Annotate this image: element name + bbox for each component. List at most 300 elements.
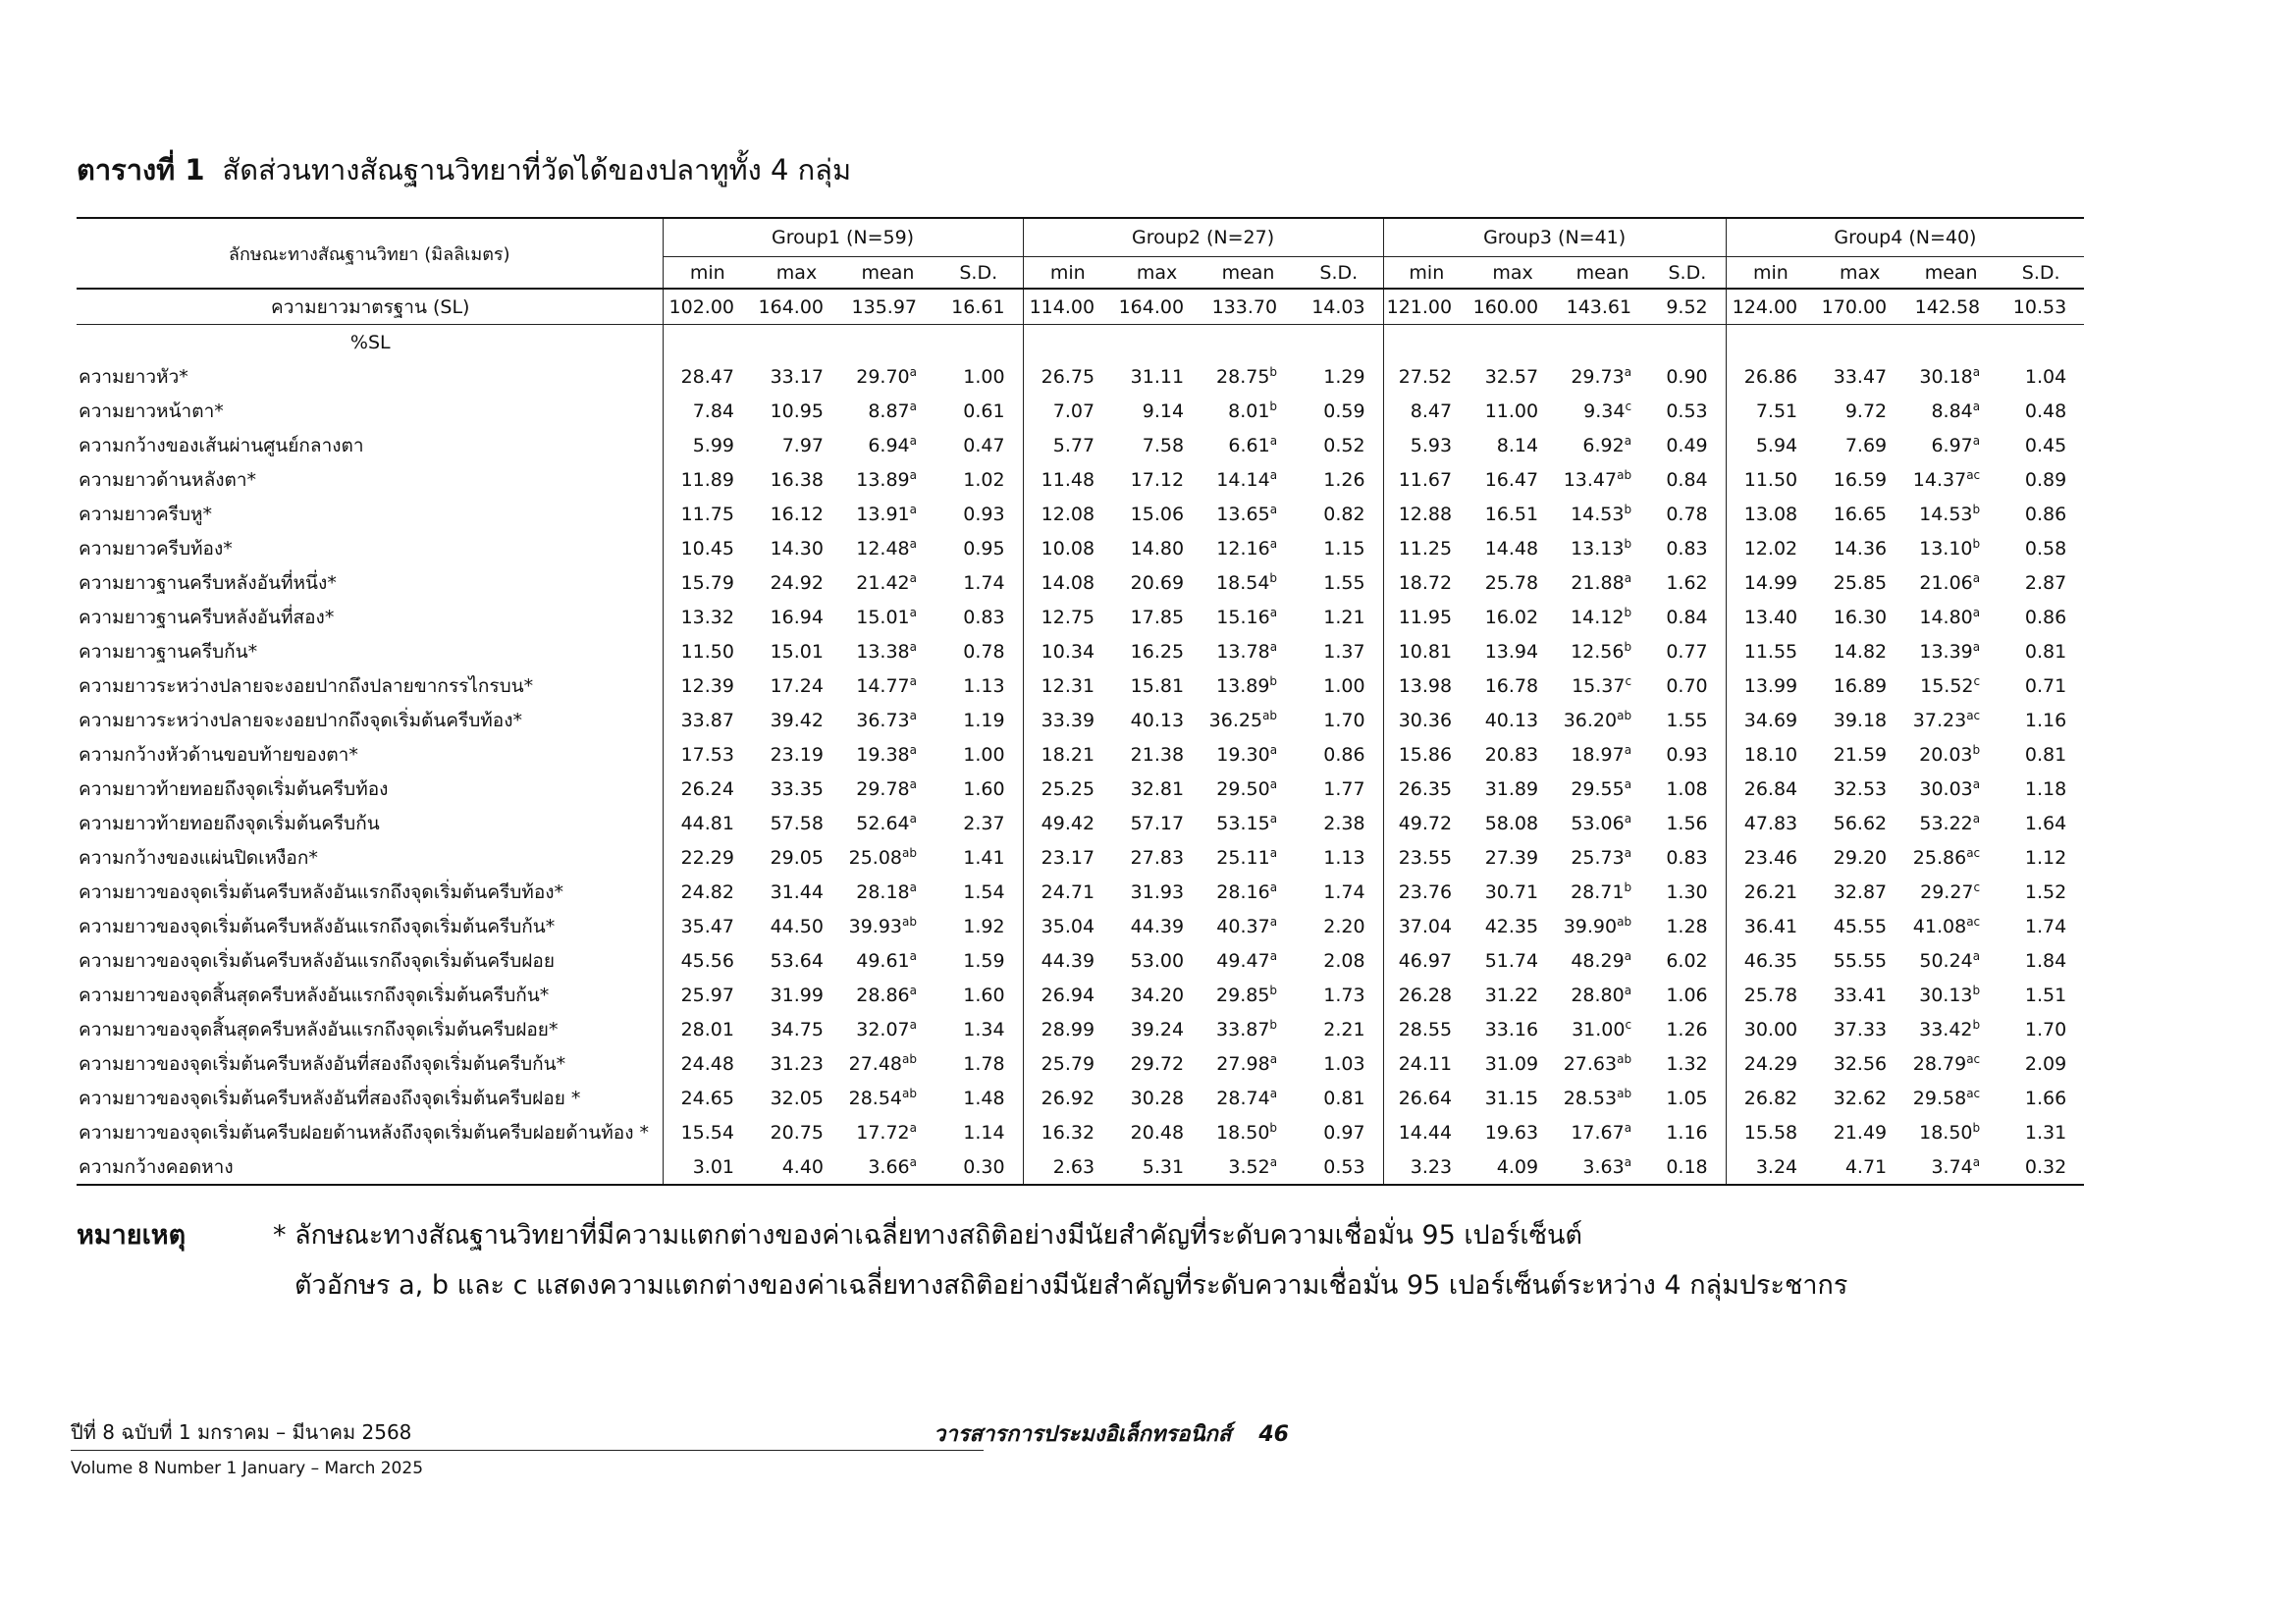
mean-value: 50.24 [1919, 949, 1973, 972]
min-cell: 11.48 [1041, 468, 1095, 491]
mean-cell [1904, 668, 1998, 703]
significance-letter: a [909, 364, 917, 379]
sd-cell: 1.31 [2024, 1121, 2067, 1144]
mean-cell [1556, 531, 1649, 565]
mean-value: 28.53 [1563, 1087, 1618, 1109]
sd-cell: 1.41 [934, 840, 1023, 875]
max-cell: 45.55 [1833, 915, 1888, 937]
mean-cell [1556, 497, 1649, 531]
min-cell: 16.32 [1041, 1121, 1095, 1144]
significance-letter: b [1624, 639, 1632, 654]
min-cell: 24.65 [680, 1087, 734, 1109]
notes-line-2: ตัวอักษร a, b และ c แสดงความแตกต่างของค่าเฉลี่ยทางสถิติอย่างมีนัยสำคัญที่ระดับความเชื่อมั่น 95 เปอร์เซ็นต์ระหว่าง 4 กลุ่มประชากร [294, 1270, 1848, 1301]
mean-cell [1556, 840, 1649, 875]
sd-cell: 1.05 [1649, 1081, 1726, 1115]
sd-cell: 0.78 [1649, 497, 1726, 531]
mean-cell [1556, 772, 1649, 806]
max-cell: 42.35 [1484, 915, 1539, 937]
significance-letter: a [909, 948, 917, 963]
sd-cell: 1.60 [934, 772, 1023, 806]
significance-letter: b [1972, 983, 1981, 997]
max-cell: 16.65 [1833, 503, 1888, 525]
significance-letter: a [1624, 1120, 1632, 1135]
subcolumn-header-sd.: S.D. [2021, 261, 2060, 284]
min-cell: 28.01 [680, 1018, 734, 1040]
max-cell: 32.81 [1130, 777, 1185, 800]
significance-letter: a [909, 776, 917, 791]
sd-cell: 1.16 [2024, 709, 2067, 731]
sd-cell: 2.38 [1295, 806, 1383, 840]
trait-label: ความยาวของจุดสิ้นสุดครีบหลังอันแรกถึงจุดเริ่มต้นครีบฝอย* [77, 1012, 663, 1046]
min-cell: 35.04 [1041, 915, 1095, 937]
mean-value: 39.93 [848, 915, 903, 937]
table-cell [1904, 325, 1998, 360]
max-cell: 8.14 [1496, 434, 1539, 456]
max-cell: 31.44 [770, 880, 824, 903]
trait-label: ความยาวครีบหู* [77, 497, 663, 531]
table-cell [1726, 325, 1815, 360]
min-cell: 27.52 [1398, 365, 1453, 388]
mean-value: 33.42 [1919, 1018, 1973, 1040]
mean-cell [1201, 531, 1295, 565]
mean-cell [841, 1081, 934, 1115]
mean-value: 28.54 [848, 1087, 903, 1109]
sd-cell: 0.58 [2024, 537, 2067, 560]
table-row [77, 703, 2084, 737]
min-cell: 13.32 [680, 606, 734, 628]
sd-cell: 0.53 [1295, 1149, 1383, 1185]
mean-value: 13.78 [1216, 640, 1270, 663]
max-cell: 32.56 [1833, 1052, 1888, 1075]
mean-value: 28.18 [856, 880, 910, 903]
mean-cell [1201, 359, 1295, 394]
max-cell: 31.99 [770, 984, 824, 1006]
significance-letter: ab [1617, 914, 1632, 929]
significance-letter: a [1269, 605, 1278, 619]
mean-value: 20.03 [1919, 743, 1973, 766]
max-cell: 16.30 [1833, 606, 1888, 628]
min-cell: 26.94 [1041, 984, 1095, 1006]
significance-letter: c [1625, 399, 1632, 413]
min-cell: 13.40 [1743, 606, 1798, 628]
sd-cell: 1.15 [1295, 531, 1383, 565]
max-cell: 40.13 [1484, 709, 1539, 731]
trait-column-header: ลักษณะทางสัณฐานวิทยา (มิลลิเมตร) [77, 218, 663, 289]
mean-cell [1904, 806, 1998, 840]
min-cell: 18.21 [1041, 743, 1095, 766]
mean-value: 15.37 [1572, 674, 1626, 697]
mean-cell [1904, 1081, 1998, 1115]
subcolumn-header-mean: mean [861, 261, 915, 284]
min-cell: 10.34 [1041, 640, 1095, 663]
max-cell: 53.00 [1130, 949, 1185, 972]
mean-value: 39.90 [1563, 915, 1618, 937]
mean-cell [1201, 394, 1295, 428]
sd-cell: 0.84 [1649, 600, 1726, 634]
significance-letter: a [1972, 364, 1981, 379]
mean-value: 40.37 [1216, 915, 1270, 937]
mean-cell [1201, 703, 1295, 737]
sd-cell: 0.97 [1295, 1115, 1383, 1149]
sd-cell: 1.00 [1295, 668, 1383, 703]
max-cell: 25.85 [1833, 571, 1888, 594]
significance-letter: b [1269, 399, 1278, 413]
max-cell: 31.89 [1484, 777, 1539, 800]
subcolumn-header-min: min [1409, 261, 1445, 284]
mean-value: 37.23 [1912, 709, 1967, 731]
mean-value: 30.03 [1919, 777, 1973, 800]
max-cell: 58.08 [1484, 812, 1539, 834]
mean-cell [1904, 634, 1998, 668]
mean-cell [1556, 909, 1649, 943]
max-cell: 29.20 [1833, 846, 1888, 869]
min-cell: 8.47 [1410, 400, 1453, 422]
table-cell: 164.00 [1112, 289, 1201, 325]
sd-cell: 0.78 [934, 634, 1023, 668]
subcolumn-header-min: min [689, 261, 725, 284]
sd-cell: 0.83 [1649, 531, 1726, 565]
mean-cell [1556, 634, 1649, 668]
sd-cell: 1.34 [934, 1012, 1023, 1046]
min-cell: 24.82 [680, 880, 734, 903]
mean-cell [1904, 840, 1998, 875]
sd-cell: 0.52 [1295, 428, 1383, 462]
mean-cell [1556, 462, 1649, 497]
mean-value: 6.97 [1931, 434, 1973, 456]
significance-letter: ab [1617, 1051, 1632, 1066]
significance-letter: a [1972, 605, 1981, 619]
sd-cell: 1.28 [1649, 909, 1726, 943]
min-cell: 11.75 [680, 503, 734, 525]
max-cell: 32.53 [1833, 777, 1888, 800]
significance-letter: a [1269, 914, 1278, 929]
max-cell: 16.25 [1130, 640, 1185, 663]
mean-cell [841, 428, 934, 462]
mean-cell [841, 497, 934, 531]
mean-value: 41.08 [1912, 915, 1967, 937]
sd-cell: 0.95 [934, 531, 1023, 565]
sd-cell: 0.18 [1649, 1149, 1726, 1185]
mean-value: 21.42 [856, 571, 910, 594]
significance-letter: a [1269, 433, 1278, 448]
sd-cell: 0.86 [2024, 606, 2067, 628]
significance-letter: a [1624, 433, 1632, 448]
sd-cell: 1.21 [1295, 600, 1383, 634]
significance-letter: a [1972, 776, 1981, 791]
max-cell: 14.30 [770, 537, 824, 560]
sd-cell: 0.93 [1649, 737, 1726, 772]
mean-cell [841, 703, 934, 737]
sd-cell: 0.61 [934, 394, 1023, 428]
table-row [77, 1115, 2084, 1149]
min-cell: 15.58 [1743, 1121, 1798, 1144]
table-cell: 124.00 [1726, 289, 1815, 325]
significance-letter: a [1624, 742, 1632, 757]
max-cell: 32.57 [1484, 365, 1539, 388]
max-cell: 11.00 [1484, 400, 1539, 422]
min-cell: 26.24 [680, 777, 734, 800]
mean-cell [1904, 1149, 1998, 1185]
table-row [77, 565, 2084, 600]
table-row [77, 978, 2084, 1012]
sd-cell: 0.59 [1295, 394, 1383, 428]
table-cell [1469, 325, 1556, 360]
mean-value: 18.97 [1571, 743, 1625, 766]
sd-cell: 1.74 [2024, 915, 2067, 937]
table-cell: 142.58 [1904, 289, 1998, 325]
mean-value: 9.34 [1583, 400, 1626, 422]
mean-cell [1201, 806, 1295, 840]
mean-cell [1201, 943, 1295, 978]
table-body [77, 289, 2084, 1185]
mean-value: 3.63 [1582, 1155, 1625, 1178]
sd-cell: 0.82 [1295, 497, 1383, 531]
significance-letter: a [909, 605, 917, 619]
mean-value: 14.53 [1571, 503, 1625, 525]
max-cell: 15.06 [1130, 503, 1185, 525]
table-title-label: ตารางที่ 1 [77, 153, 205, 187]
significance-letter: b [1972, 1017, 1981, 1032]
mean-value: 29.27 [1920, 880, 1974, 903]
significance-letter: ab [902, 1086, 917, 1100]
min-cell: 49.42 [1041, 812, 1095, 834]
min-cell: 24.71 [1041, 880, 1095, 903]
mean-cell [1556, 359, 1649, 394]
max-cell: 55.55 [1833, 949, 1888, 972]
sd-cell: 1.77 [1295, 772, 1383, 806]
min-cell: 30.36 [1398, 709, 1453, 731]
min-cell: 25.25 [1041, 777, 1095, 800]
mean-value: 15.01 [856, 606, 910, 628]
sd-cell: 0.89 [2024, 468, 2067, 491]
sd-cell: 0.77 [1649, 634, 1726, 668]
table-title-text: สัดส่วนทางสัณฐานวิทยาที่วัดได้ของปลาทูทั้ง 4 กลุ่ม [222, 153, 852, 187]
sd-cell: 0.48 [2024, 400, 2067, 422]
max-cell: 10.95 [770, 400, 824, 422]
max-cell: 57.58 [770, 812, 824, 834]
mean-cell [841, 668, 934, 703]
trait-label: ความยาวหัว* [77, 359, 663, 394]
mean-cell [1556, 1012, 1649, 1046]
sd-cell: 0.84 [1649, 462, 1726, 497]
mean-cell [841, 978, 934, 1012]
mean-value: 18.50 [1216, 1121, 1270, 1144]
mean-cell [841, 1115, 934, 1149]
min-cell: 15.54 [680, 1121, 734, 1144]
trait-label: ความยาวของจุดสิ้นสุดครีบหลังอันแรกถึงจุดเริ่มต้นครีบก้น* [77, 978, 663, 1012]
significance-letter: a [909, 708, 917, 722]
sd-cell: 1.26 [1649, 1012, 1726, 1046]
max-cell: 4.71 [1815, 1149, 1904, 1185]
table-row [77, 428, 2084, 462]
sd-cell: 2.21 [1295, 1012, 1383, 1046]
min-cell: 14.08 [1041, 571, 1095, 594]
min-cell: 2.63 [1023, 1149, 1112, 1185]
mean-value: 12.48 [856, 537, 910, 560]
trait-label: ความยาวระหว่างปลายจะงอยปากถึงจุดเริ่มต้นครีบท้อง* [77, 703, 663, 737]
sd-cell: 2.37 [934, 806, 1023, 840]
trait-label: ความยาวระหว่างปลายจะงอยปากถึงปลายขากรรไกรบน* [77, 668, 663, 703]
significance-letter: b [1269, 1017, 1278, 1032]
subcolumn-header-max: max [1492, 261, 1533, 284]
max-cell: 14.82 [1833, 640, 1888, 663]
footer-issue [71, 1416, 984, 1478]
max-cell: 9.14 [1142, 400, 1185, 422]
table-row [77, 1081, 2084, 1115]
mean-value: 53.15 [1216, 812, 1270, 834]
mean-value: 28.75 [1216, 365, 1270, 388]
mean-value: 30.18 [1919, 365, 1973, 388]
sd-cell: 1.30 [1649, 875, 1726, 909]
sd-cell: 0.53 [1649, 394, 1726, 428]
mean-cell [1556, 1115, 1649, 1149]
max-cell: 25.78 [1484, 571, 1539, 594]
notes-line-1: * ลักษณะทางสัณฐานวิทยาที่มีความแตกต่างของค่าเฉลี่ยทางสถิติอย่างมีนัยสำคัญที่ระดับความเชื่อมั่น 95 เปอร์เซ็นต์ [273, 1220, 1582, 1251]
min-cell: 3.24 [1726, 1149, 1815, 1185]
sd-cell: 2.20 [1295, 909, 1383, 943]
mean-value: 13.13 [1571, 537, 1625, 560]
mean-cell [1904, 600, 1998, 634]
sd-cell: 2.09 [2024, 1052, 2067, 1075]
mean-value: 13.89 [1216, 674, 1270, 697]
mean-value: 17.67 [1571, 1121, 1625, 1144]
min-cell: 22.29 [680, 846, 734, 869]
sd-cell: 2.87 [2024, 571, 2067, 594]
significance-letter: a [1624, 1154, 1632, 1169]
mean-value: 53.22 [1919, 812, 1973, 834]
max-cell: 14.80 [1130, 537, 1185, 560]
significance-letter: b [1972, 742, 1981, 757]
table-row [77, 394, 2084, 428]
mean-value: 15.16 [1216, 606, 1270, 628]
mean-cell [1556, 978, 1649, 1012]
sd-cell: 1.08 [1649, 772, 1726, 806]
min-cell: 7.84 [692, 400, 734, 422]
mean-cell [841, 1046, 934, 1081]
min-cell: 26.75 [1041, 365, 1095, 388]
min-cell: 26.21 [1743, 880, 1798, 903]
mean-value: 18.54 [1216, 571, 1270, 594]
significance-letter: a [1624, 983, 1632, 997]
min-cell: 47.83 [1743, 812, 1798, 834]
table-cell [1201, 325, 1295, 360]
significance-letter: a [909, 399, 917, 413]
sd-cell: 0.83 [1649, 840, 1726, 875]
table-cell: 133.70 [1201, 289, 1295, 325]
significance-letter: a [1624, 948, 1632, 963]
max-cell: 29.72 [1130, 1052, 1185, 1075]
significance-letter: a [1972, 1154, 1981, 1169]
min-cell: 46.97 [1398, 949, 1453, 972]
significance-letter: a [1269, 742, 1278, 757]
table-row-percent-sl [77, 325, 2084, 360]
significance-letter: b [1269, 983, 1278, 997]
mean-cell [841, 875, 934, 909]
min-cell: 25.97 [680, 984, 734, 1006]
significance-letter: ab [1617, 467, 1632, 482]
sd-cell: 0.70 [1649, 668, 1726, 703]
max-cell: 16.89 [1833, 674, 1888, 697]
table-row [77, 497, 2084, 531]
min-cell: 28.55 [1398, 1018, 1453, 1040]
max-cell: 4.40 [752, 1149, 841, 1185]
max-cell: 16.38 [770, 468, 824, 491]
mean-value: 28.71 [1571, 880, 1625, 903]
mean-value: 25.86 [1912, 846, 1967, 869]
significance-letter: a [1624, 845, 1632, 860]
min-cell: 37.04 [1398, 915, 1453, 937]
table-row [77, 840, 2084, 875]
significance-letter: a [1269, 776, 1278, 791]
max-cell: 14.48 [1484, 537, 1539, 560]
min-cell: 33.87 [680, 709, 734, 731]
sd-cell: 1.19 [934, 703, 1023, 737]
significance-letter: ab [902, 914, 917, 929]
table-cell: 135.97 [841, 289, 934, 325]
significance-letter: a [909, 467, 917, 482]
significance-letter: c [1625, 1017, 1632, 1032]
sd-cell: 1.00 [934, 737, 1023, 772]
significance-letter: a [1624, 364, 1632, 379]
mean-cell [1556, 394, 1649, 428]
table-cell [1998, 325, 2084, 360]
mean-value: 25.73 [1571, 846, 1625, 869]
mean-value: 14.14 [1216, 468, 1270, 491]
mean-value: 36.20 [1563, 709, 1618, 731]
max-cell: 7.58 [1142, 434, 1185, 456]
table-row [77, 600, 2084, 634]
significance-letter: b [1624, 536, 1632, 551]
mean-value: 17.72 [856, 1121, 910, 1144]
min-cell: 25.78 [1743, 984, 1798, 1006]
subcolumn-header-max: max [1839, 261, 1881, 284]
sd-cell: 1.84 [2024, 949, 2067, 972]
max-cell: 15.81 [1130, 674, 1185, 697]
mean-value: 14.37 [1912, 468, 1967, 491]
significance-letter: a [1624, 811, 1632, 826]
mean-cell [1904, 497, 1998, 531]
mean-value: 29.70 [856, 365, 910, 388]
max-cell: 20.48 [1130, 1121, 1185, 1144]
min-cell: 15.79 [680, 571, 734, 594]
mean-cell [1904, 462, 1998, 497]
significance-letter: a [1269, 1086, 1278, 1100]
significance-letter: a [1972, 811, 1981, 826]
max-cell: 16.78 [1484, 674, 1539, 697]
sd-cell: 1.92 [934, 909, 1023, 943]
max-cell: 57.17 [1130, 812, 1185, 834]
mean-value: 27.63 [1563, 1052, 1618, 1075]
mean-value: 28.80 [1571, 984, 1625, 1006]
min-cell: 23.76 [1398, 880, 1453, 903]
mean-cell [841, 394, 934, 428]
min-cell: 24.11 [1398, 1052, 1453, 1075]
max-cell: 34.20 [1130, 984, 1185, 1006]
max-cell: 30.71 [1484, 880, 1539, 903]
significance-letter: ac [1966, 1051, 1981, 1066]
min-cell: 23.17 [1041, 846, 1095, 869]
mean-value: 28.86 [856, 984, 910, 1006]
mean-cell [1201, 1012, 1295, 1046]
max-cell: 51.74 [1484, 949, 1539, 972]
table-row-sl [77, 289, 2084, 325]
mean-value: 29.55 [1571, 777, 1625, 800]
max-cell: 56.62 [1833, 812, 1888, 834]
subcolumn-header-mean: mean [1221, 261, 1275, 284]
max-cell: 17.85 [1130, 606, 1185, 628]
significance-letter: b [1269, 364, 1278, 379]
subcolumn-header-sd.: S.D. [1295, 257, 1383, 290]
